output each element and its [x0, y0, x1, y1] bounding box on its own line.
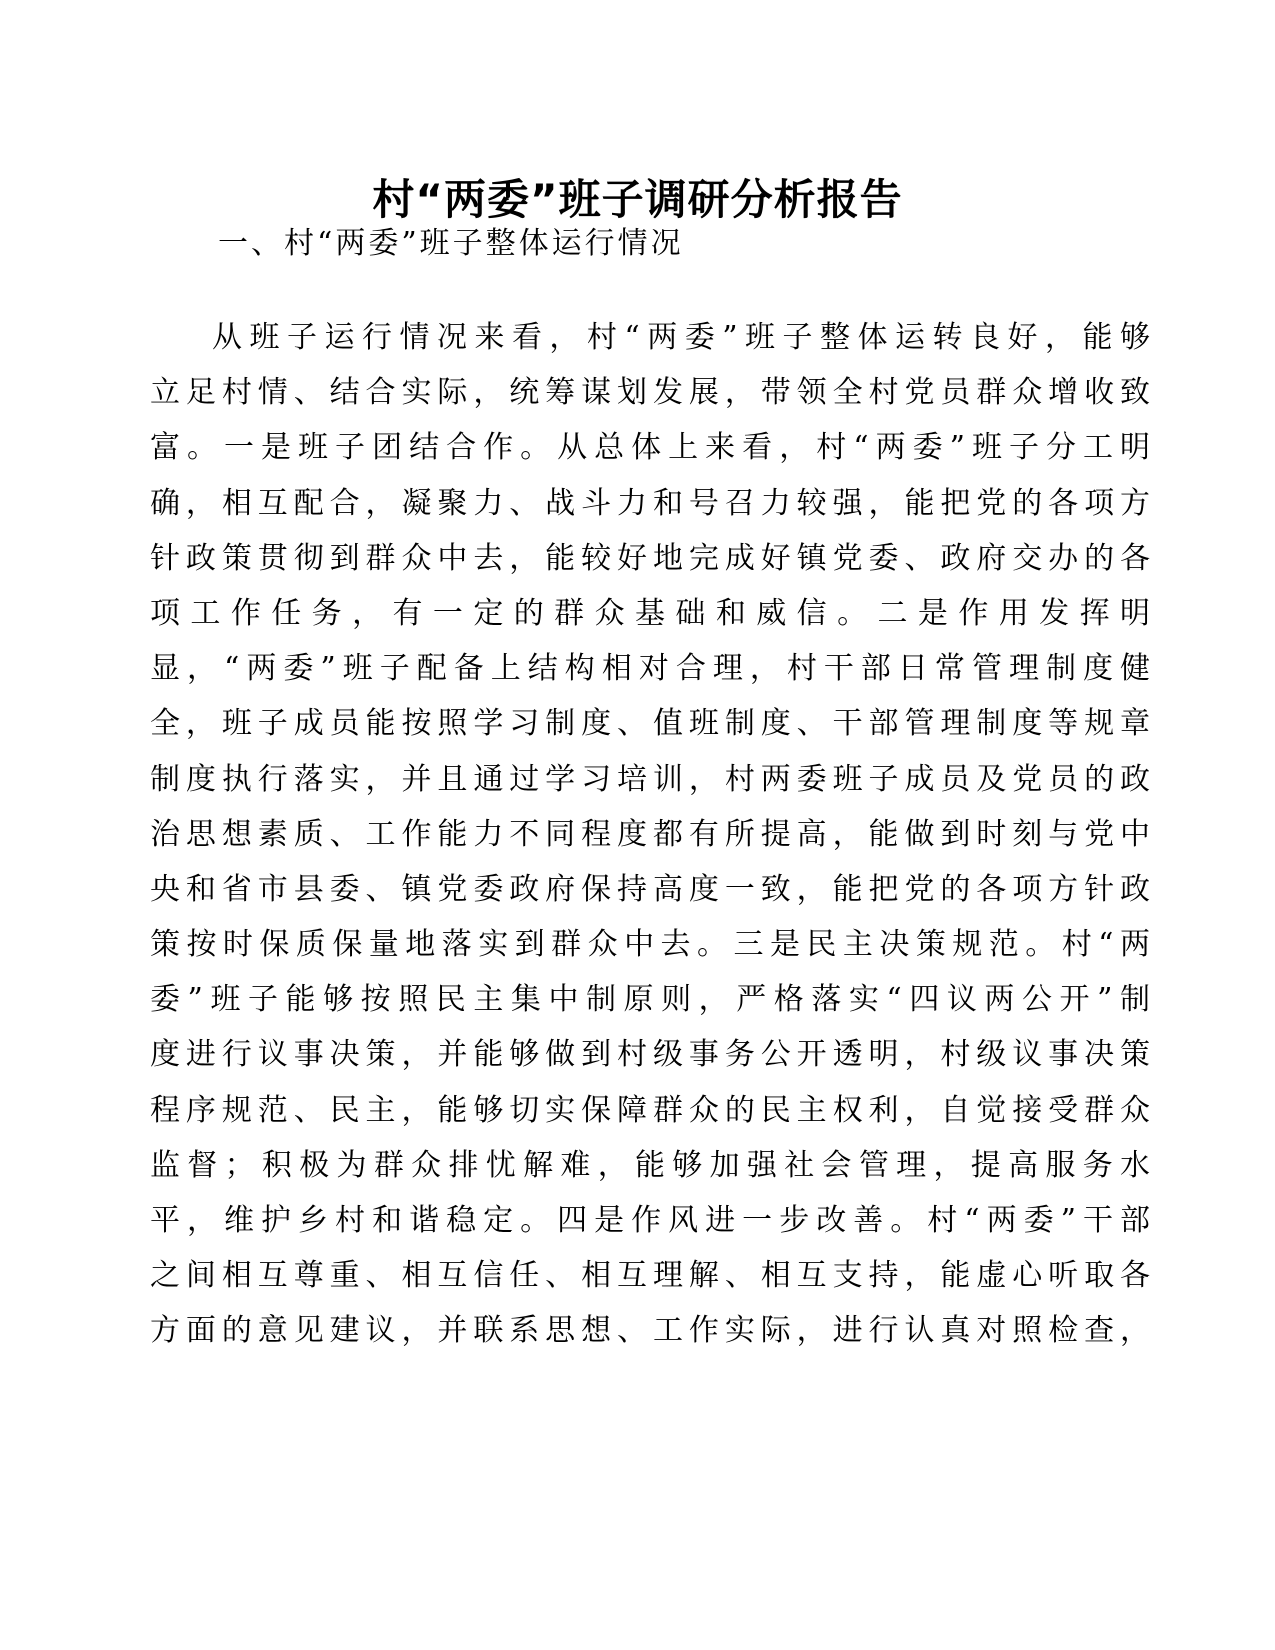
body-paragraph [150, 314, 1150, 1363]
paragraph-line: 监督；积极为群众排忧解难，能够加强社会管理，提高服务水 [150, 1147, 1150, 1183]
paragraph-line: 委”班子能够按照民主集中制原则，严格落实“四议两公开”制 [150, 982, 1150, 1018]
paragraph-line: 从班子运行情况来看，村“两委”班子整体运转良好，能够 [212, 320, 1150, 355]
paragraph-line: 针政策贯彻到群众中去，能较好地完成好镇党委、政府交办的各 [150, 540, 1150, 576]
paragraph-line: 立足村情、结合实际，统筹谋划发展，带领全村党员群众增收致 [150, 375, 1150, 411]
paragraph-line: 方面的意见建议，并联系思想、工作实际，进行认真对照检查， [150, 1313, 1150, 1349]
paragraph-line: 策按时保质保量地落实到群众中去。三是民主决策规范。村“两 [150, 927, 1150, 963]
paragraph-line: 项工作任务，有一定的群众基础和威信。二是作用发挥明 [150, 595, 1150, 631]
paragraph-line: 央和省市县委、镇党委政府保持高度一致，能把党的各项方针政 [150, 871, 1150, 907]
paragraph-line: 富。一是班子团结合作。从总体上来看，村“两委”班子分工明 [150, 430, 1150, 466]
paragraph-line: 度进行议事决策，并能够做到村级事务公开透明，村级议事决策 [150, 1037, 1150, 1073]
paragraph-line: 全，班子成员能按照学习制度、值班制度、干部管理制度等规章 [150, 706, 1150, 742]
paragraph-line: 治思想素质、工作能力不同程度都有所提高，能做到时刻与党中 [150, 816, 1150, 852]
section-heading: 一、村“两委”班子整体运行情况 [218, 226, 684, 261]
paragraph-line: 平，维护乡村和谐稳定。四是作风进一步改善。村“两委”干部 [150, 1203, 1150, 1238]
document-title: 村“两委”班子调研分析报告 [372, 175, 903, 224]
paragraph-line: 确，相互配合，凝聚力、战斗力和号召力较强，能把党的各项方 [150, 485, 1150, 521]
paragraph-line: 之间相互尊重、相互信任、相互理解、相互支持，能虚心听取各 [150, 1258, 1150, 1294]
paragraph-line: 制度执行落实，并且通过学习培训，村两委班子成员及党员的政 [150, 761, 1150, 797]
paragraph-line: 程序规范、民主，能够切实保障群众的民主权利，自觉接受群众 [150, 1092, 1150, 1128]
paragraph-line: 显，“两委”班子配备上结构相对合理，村干部日常管理制度健 [150, 651, 1150, 687]
